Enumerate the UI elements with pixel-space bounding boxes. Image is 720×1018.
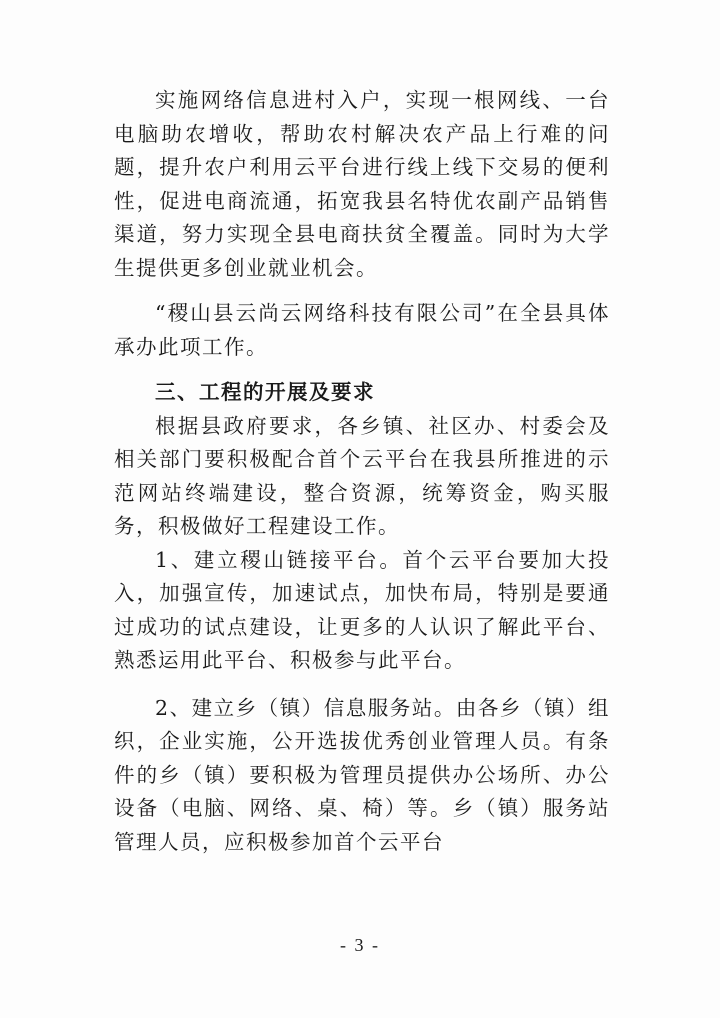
paragraph-intro: 实施网络信息进村入户，实现一根网线、一台电脑助农增收，帮助农村解决农产品上行难的问题，提升农户利用云平台进行线上线下交易的便利性，促进电商流通，拓宽我县名特优农副产品销售渠道，努力实现全县电商扶贫全覆盖。同时为大学生提供更多创业就业机会。 — [114, 88, 610, 280]
paragraph-requirements: 根据县政府要求，各乡镇、社区办、村委会及相关部门要积极配合首个云平台在我县所推进的示范网站终端建设，整合资源，统筹资金，购买服务，积极做好工程建设工作。 — [114, 413, 610, 538]
section-heading: 三、工程的开展及要求 — [155, 380, 375, 404]
paragraph-item-1: 1、建立稷山链接平台。首个云平台要加大投入，加强宣传，加速试点，加快布局，特别是要通过成功的试点建设，让更多的人认识了解此平台、熟悉运用此平台、积极参与此平台。 — [114, 547, 610, 672]
paragraph-item-2: 2、建立乡（镇）信息服务站。由各乡（镇）组织，企业实施，公开选拔优秀创业管理人员。有条件的乡（镇）要积极为管理员提供办公场所、办公设备（电脑、网络、桌、椅）等。乡（镇）服务站管理人员，应积极参加首个云平台 — [114, 695, 610, 854]
document-body — [114, 84, 610, 859]
paragraph-company: “稷山县云尚云网络科技有限公司”在全县具体承办此项工作。 — [114, 301, 610, 359]
page-number: - 3 - — [340, 935, 380, 955]
